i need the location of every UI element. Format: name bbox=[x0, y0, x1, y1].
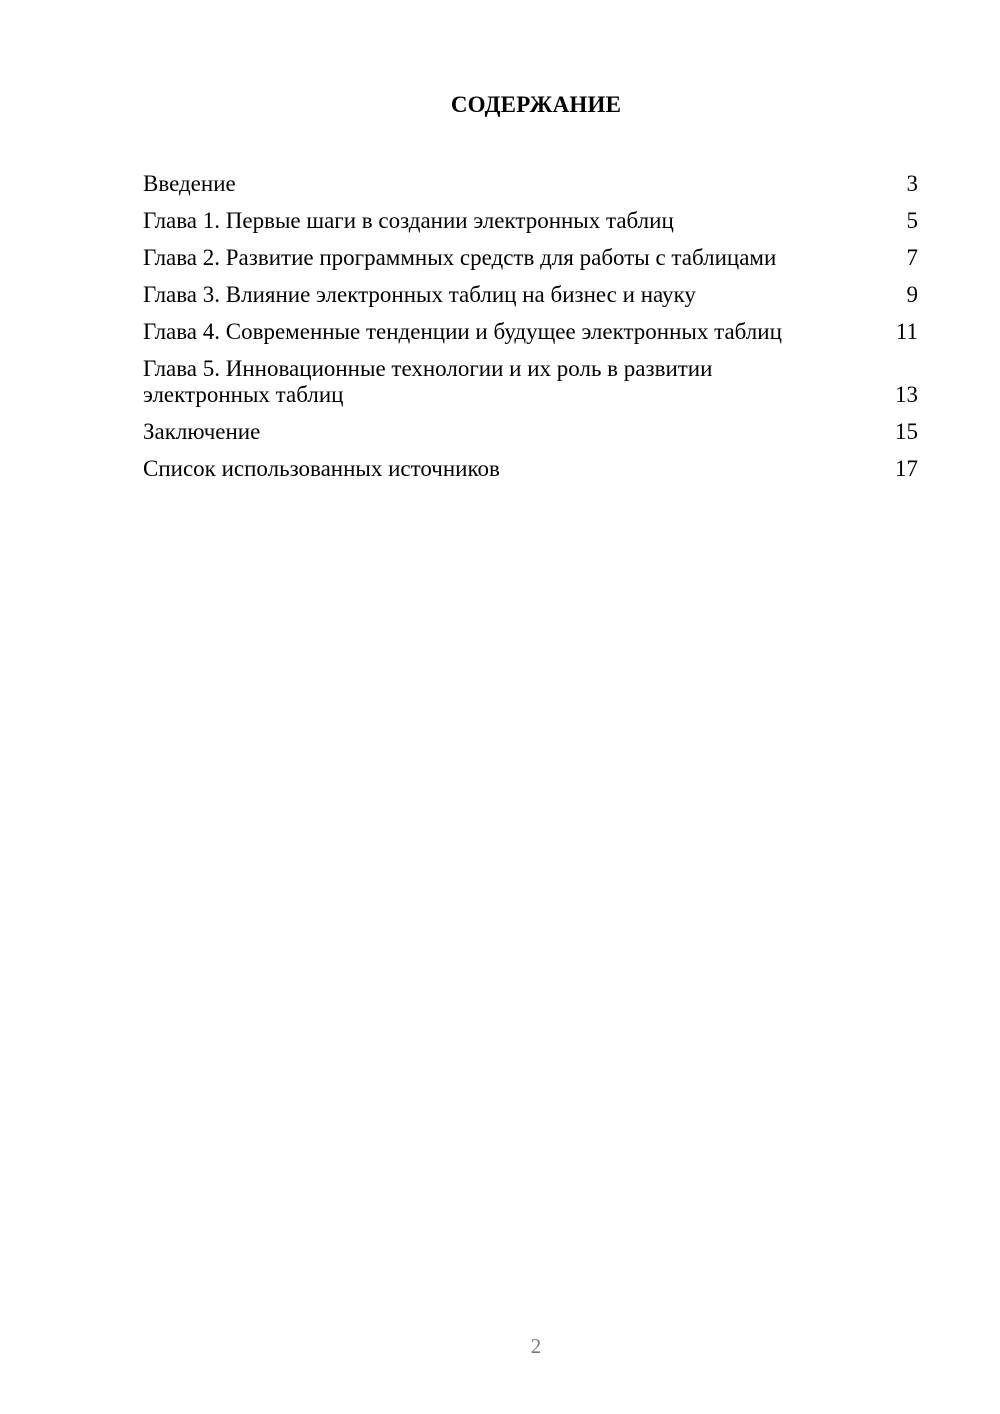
table-of-contents bbox=[143, 171, 918, 493]
toc-entry-references bbox=[143, 456, 918, 482]
toc-entry-text: Глава 2. Развитие программных средств для работы с таблицами bbox=[143, 245, 777, 270]
toc-entry-text: Глава 3. Влияние электронных таблиц на бизнес и науку bbox=[143, 282, 696, 307]
toc-entry-text: Глава 1. Первые шаги в создании электронных таблиц bbox=[143, 208, 674, 233]
toc-entry-page: 13 bbox=[895, 382, 918, 407]
page-title: СОДЕРЖАНИЕ bbox=[450, 92, 622, 117]
toc-entry-chapter-5 bbox=[143, 356, 918, 408]
toc-entry-text: Введение bbox=[143, 171, 236, 196]
toc-entry-page: 9 bbox=[906, 282, 918, 307]
toc-entry-introduction bbox=[143, 171, 918, 197]
toc-entry-chapter-2 bbox=[143, 245, 918, 271]
toc-entry-text: Глава 5. Инновационные технологии и их роль в развитии электронных таблиц bbox=[143, 356, 713, 407]
toc-entry-text: Глава 4. Современные тенденции и будущее электронных таблиц bbox=[143, 319, 782, 344]
toc-entry-page: 7 bbox=[906, 245, 918, 270]
toc-entry-chapter-1 bbox=[143, 208, 918, 234]
toc-entry-chapter-4 bbox=[143, 319, 918, 345]
page-number: 2 bbox=[530, 1334, 542, 1358]
toc-entry-conclusion bbox=[143, 419, 918, 445]
toc-entry-page: 17 bbox=[895, 456, 918, 481]
toc-entry-page: 3 bbox=[906, 171, 918, 196]
toc-entry-chapter-3 bbox=[143, 282, 918, 308]
toc-entry-page: 11 bbox=[895, 319, 918, 344]
toc-entry-text: Список использованных источников bbox=[143, 456, 500, 481]
toc-entry-page: 15 bbox=[895, 419, 918, 444]
toc-entry-text: Заключение bbox=[143, 419, 261, 444]
toc-entry-page: 5 bbox=[906, 208, 918, 233]
